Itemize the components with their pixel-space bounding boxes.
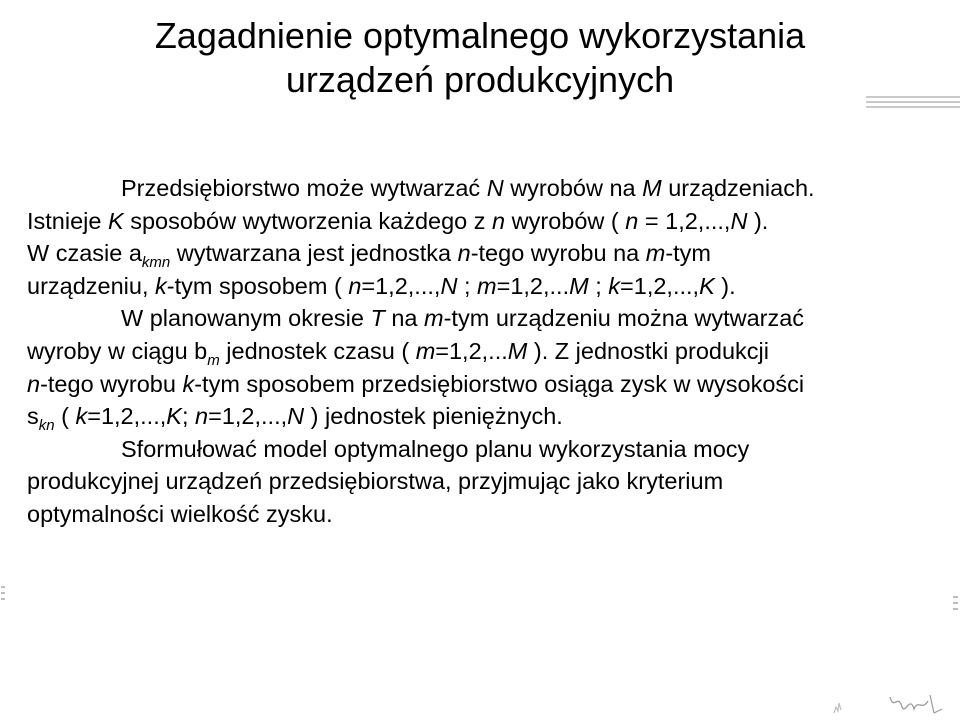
text-line-8: $s_{kn}$ ( k=1,2,...,K; n=1,2,...,N ) jednostek pieniężnych. (27, 403, 563, 435)
right-edge-marker (950, 596, 960, 626)
text-line-4: urządzeniu, k-tym sposobem ( n=1,2,...,N ; m=1,2,...M ; k=1,2,...,K ). (27, 272, 736, 299)
left-edge-marker (0, 586, 8, 616)
text-line-5: W planowanym okresie T na m-tym urządzeniu można wytwarzać (121, 305, 805, 332)
title-line-2: urządzeń produkcyjnych (285, 59, 675, 100)
text-line-7: n-tego wyrobu k-tym sposobem przedsiębiorstwo osiąga zysk w wysokości (27, 370, 805, 397)
text-line-11: optymalności wielkość zysku. (27, 500, 333, 527)
title-line-1: Zagadnienie optymalnego wykorzystania (154, 15, 806, 56)
text-line-10: produkcyjnej urządzeń przedsiębiorstwa, przyjmując jako kryterium (27, 468, 724, 495)
text-line-9: Sformułować model optymalnego planu wykorzystania mocy (121, 435, 750, 462)
text-line-3: W czasie $a_{kmn}$ wytwarzana jest jednostka n-tego wyrobu na m-tym (27, 240, 712, 272)
problem-statement (27, 172, 947, 531)
slide-title (60, 14, 900, 102)
signature-logo-icon (830, 689, 946, 719)
text-line-1: Przedsiębiorstwo może wytwarzać N wyrobów na M urządzeniach. (121, 175, 815, 201)
text-line-6: wyroby w ciągu $b_m$ jednostek czasu ( m=1,2,...M ). Z jednostki produkcji (27, 337, 769, 369)
text-line-2: Istnieje K sposobów wytworzenia każdego z n wyrobów ( n = 1,2,...,N ). (27, 207, 769, 234)
